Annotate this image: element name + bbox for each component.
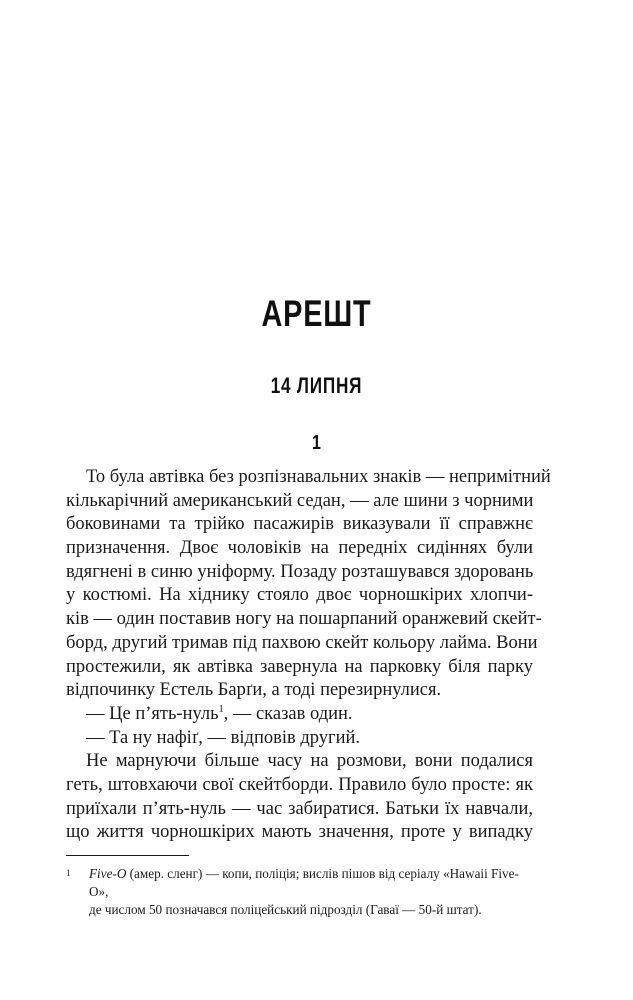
footnote-reference[interactable]: 1 (218, 703, 224, 715)
text-line: кількарічний американський седан, — але шини з чорними (66, 490, 534, 511)
footnote-line-1: (амер. сленг) — копи, поліція; вислів пішов від серіалу «Hawaii Five-O», (89, 866, 519, 899)
dialogue-line: — Та ну нафіґ, — відповів другий. (86, 727, 361, 748)
footnote-marker: 1 (66, 868, 71, 878)
text-line: ків — один поставив ногу на пошарпаний оранжевий скейт- (66, 609, 542, 630)
text-line: приїхали п’ять-нуль — час забиратися. Батьки їх навчали, (66, 798, 533, 819)
section-number: 1 (312, 432, 321, 454)
footnote-term: Five-O (89, 866, 127, 881)
body-text (66, 466, 551, 845)
chapter-title: АРЕШТ (261, 293, 372, 334)
dialogue-quote: — Це п’ять-нуль (86, 703, 219, 724)
text-line: вдягнені в синю уніформу. Позаду розташувався здоровань (66, 561, 534, 582)
text-line: борд, другий тримав під пахвою скейт кольору лайма. Вони (66, 632, 538, 653)
footnote (66, 865, 533, 919)
text-line: геть, штовхаючи свої скейтборди. Правило було просте: як (66, 774, 533, 795)
text-line: відпочинку Естель Барґи, а тоді перезирнулися. (66, 680, 442, 701)
text-line: боковинами та трійко пасажирів виказували її справжнє (66, 514, 533, 535)
text-line: То була автівка без розпізнавальних знаків — непримітний (86, 467, 551, 487)
footnote-divider (66, 855, 189, 856)
text-line: Не марнуючи більше часу на розмови, вони подалися (86, 751, 533, 772)
text-line: призначення. Двоє чоловіків на передніх сидіннях були (66, 538, 533, 559)
dialogue-line (66, 703, 533, 727)
text-line: що життя чорношкірих мають значення, проте у випадку (66, 822, 533, 843)
text-line: у костюмі. На хіднику стояло двоє чорношкірих хлопчи- (66, 585, 533, 606)
footnote-text (89, 865, 533, 919)
chapter-date: 14 ЛИПНЯ (270, 373, 363, 398)
text-line: простежили, як автівка завернула на парковку біля парку (66, 656, 533, 677)
dialogue-attribution: , — сказав один. (223, 703, 353, 724)
footnote-line-2: де числом 50 позначався поліцейський підрозділ (Гаваї — 50-й штат). (89, 902, 482, 917)
